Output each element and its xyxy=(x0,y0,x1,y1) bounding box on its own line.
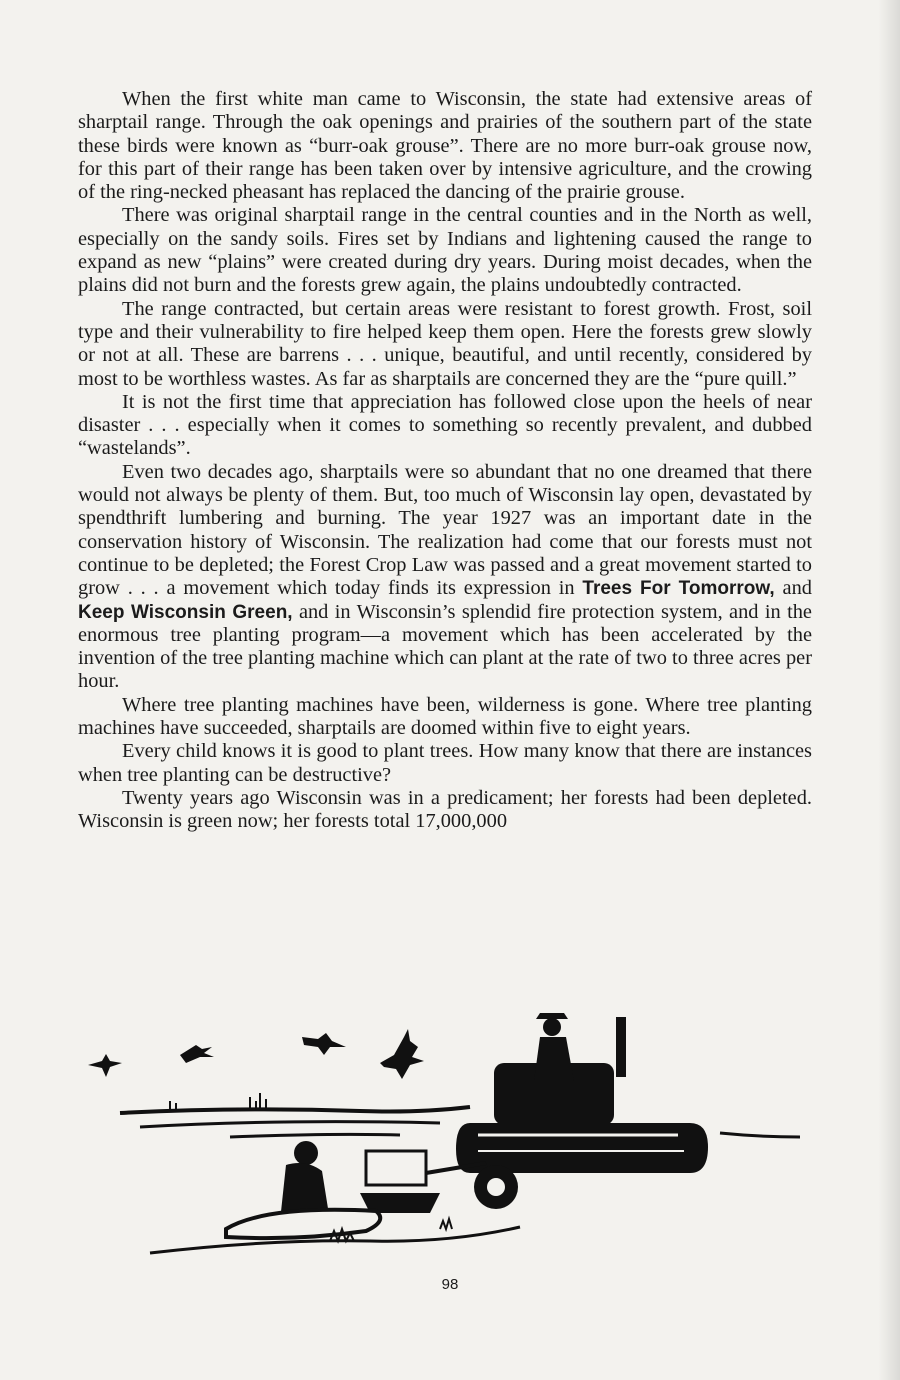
paragraph: There was original sharptail range in the central counties and in the North as well, especially on the sandy soils. Fires set by Indians and lightening caused the range to expand as new “plains” were created during dry years. During moist decades, when the plains did not burn and the forests grew again, the plains undoubtedly contracted. xyxy=(78,204,812,297)
paragraph: Every child knows it is good to plant trees. How many know that there are instances when tree planting can be destructive? xyxy=(78,740,812,786)
paragraph: The range contracted, but certain areas were resistant to forest growth. Frost, soil type and their vulnerability to fire helped keep them open. Here the forests grew slowly or not at all. These are barrens . . . unique, beautiful, and until recently, considered by most to be worthless wastes. As far as sharptails are concerned they are the “pure quill.” xyxy=(78,297,812,390)
paragraph: It is not the first time that appreciation has followed close upon the heels of near disaster . . . especially when it comes to something so recently prevalent, and dubbed “wastelands”. xyxy=(78,390,812,460)
page-edge-shadow xyxy=(878,0,900,1380)
bird-icon xyxy=(380,1029,424,1079)
bird-icon xyxy=(302,1033,346,1055)
paragraph-with-bold xyxy=(78,461,812,694)
paragraph: When the first white man came to Wisconsin, the state had extensive areas of sharptail range. Through the oak openings and prairies of the southern part of the state these birds were known as “burr-oak grouse”. There are no more burr-oak grouse now, for this part of their range has been taken over by intensive agriculture, and the crowing of the ring-necked pheasant has replaced the dancing of the prairie grouse. xyxy=(78,88,812,204)
crawler-tractor xyxy=(456,1013,708,1173)
body-text xyxy=(78,88,812,834)
paragraph-text: Even two decades ago, sharptails were so abundant that no one dreamed that there would not always be plenty of them. But, too much of Wisconsin lay open, devastated by spendthrift lumbering and burning. The year 1927 was an important date in the conservation history of Wisconsin. The realization had come that our forests must not continue to be depleted; the Forest Crop Law was passed and a great movement started to grow . . . a movement which today finds its expression in xyxy=(78,460,812,600)
paragraph-text: and xyxy=(774,577,812,600)
bold-organization-name: Trees For Tomorrow, xyxy=(582,578,775,600)
page-number: 98 xyxy=(441,1276,459,1293)
bird-icon xyxy=(180,1045,214,1063)
horizon-treeline xyxy=(120,1093,470,1137)
paragraph-text: and in Wisconsin’s splendid fire protection system, and in the enormous tree planting program—a movement which has been accelerated by the invention of the tree planting machine which can plant at the rate of two to three acres per hour. xyxy=(78,600,812,693)
bold-organization-name: Keep Wisconsin Green, xyxy=(78,601,293,623)
seated-planter-man xyxy=(226,1141,380,1238)
paragraph: Twenty years ago Wisconsin was in a predicament; her forests had been depleted. Wisconsin is green now; her forests total 17,000,000 xyxy=(78,786,812,833)
bird-icon xyxy=(88,1054,122,1077)
tree-planting-machine-illustration xyxy=(80,1005,820,1265)
paragraph: Where tree planting machines have been, wilderness is gone. Where tree planting machines have succeeded, sharptails are doomed within five to eight years. xyxy=(78,693,812,740)
